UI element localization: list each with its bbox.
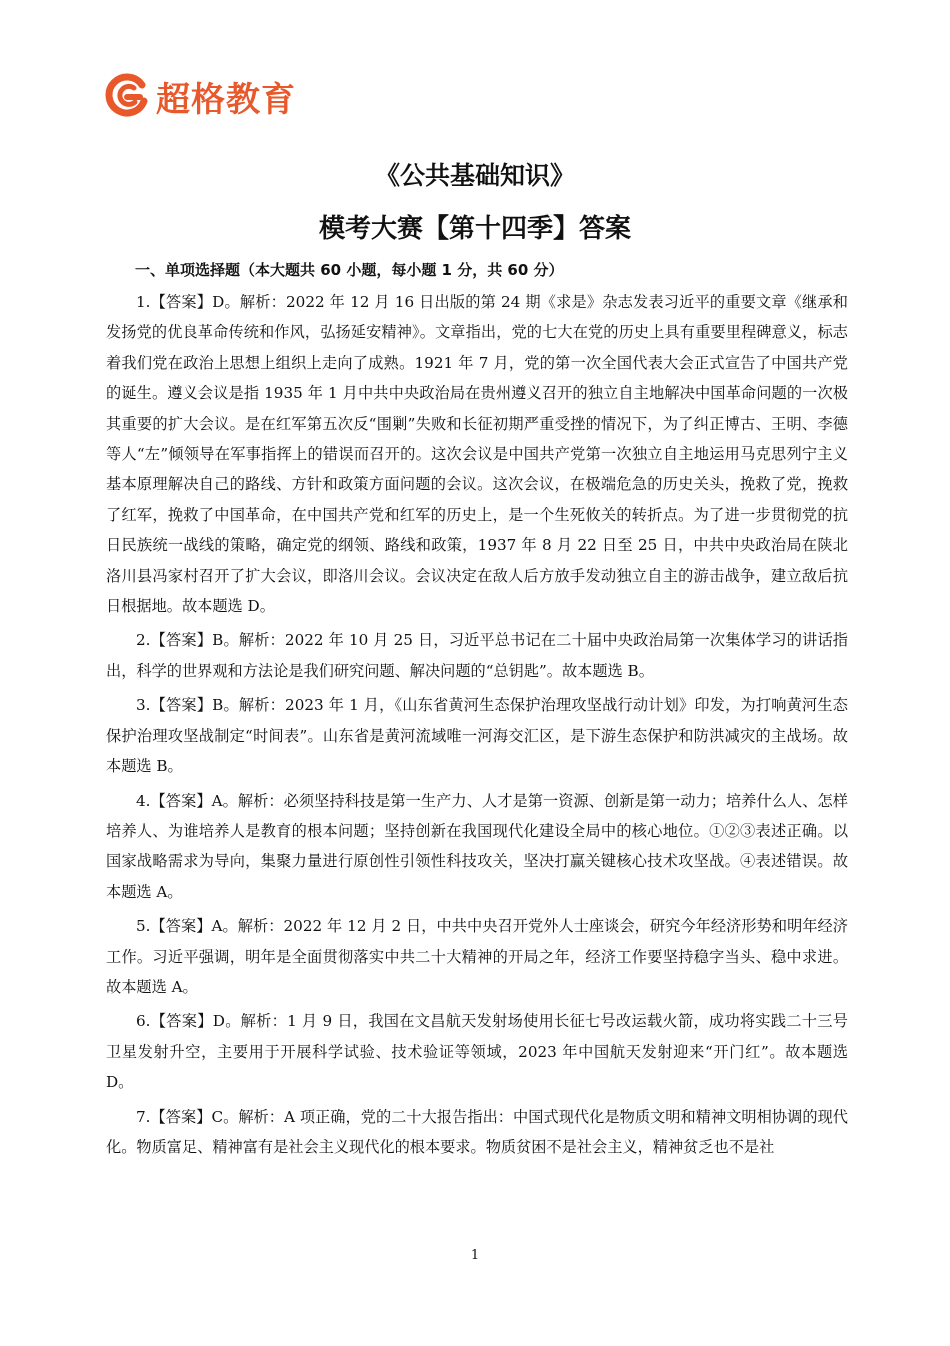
answer-item-3: 3.【答案】B。解析：2023 年 1 月，《山东省黄河生态保护治理攻坚战行动计划》印发，为打响黄河生态保护治理攻坚战制定“时间表”。山东省是黄河流域唯一河海交汇区，是下游生态保护和防洪减灾的主战场。故本题选 B。 (106, 696, 848, 776)
answer-item-2: 2.【答案】B。解析：2022 年 10 月 25 日，习近平总书记在二十届中央政治局第一次集体学习的讲话指出，科学的世界观和方法论是我们研究问题、解决问题的“总钥匙”。故本题选 B。 (106, 631, 848, 680)
brand-name: 超格教育 (156, 79, 296, 120)
brand-logo-icon (104, 73, 150, 119)
document-title: 《公共基础知识》 (374, 161, 575, 190)
brand-logo (104, 72, 296, 120)
answer-item-4: 4.【答案】A。解析：必须坚持科技是第一生产力、人才是第一资源、创新是第一动力；培养什么人、怎样培养人、为谁培养人是教育的根本问题；坚持创新在我国现代化建设全局中的核心地位。①②③表述正确。以国家战略需求为导向，集聚力量进行原创性引领性科技攻关，坚决打赢关键核心技术攻坚战。④表述错误。故本题选 A。 (106, 791, 848, 901)
answer-item-7: 7.【答案】C。解析：A 项正确，党的二十大报告指出：中国式现代化是物质文明和精神文明相协调的现代化。物质富足、精神富有是社会主义现代化的根本要求。物质贫困不是社会主义，精神贫乏也不是社 (106, 1107, 848, 1156)
page-number: 1 (470, 1248, 480, 1263)
answer-item-5: 5.【答案】A。解析：2022 年 12 月 2 日，中共中央召开党外人士座谈会，研究今年经济形势和明年经济工作。习近平强调，明年是全面贯彻落实中共二十大精神的开局之年，经济工作要坚持稳字当头、稳中求进。故本题选 A。 (106, 917, 848, 996)
answer-item-6: 6.【答案】D。解析：1 月 9 日，我国在文昌航天发射场使用长征七号改运载火箭，成功将实践二十三号卫星发射升空，主要用于开展科学试验、技术验证等领域，2023 年中国航天发射迎来“开门红”。故本题选 D。 (106, 1012, 848, 1092)
document-subtitle: 模考大赛【第十四季】答案 (318, 214, 631, 244)
section-heading: 一、单项选择题（本大题共 60 小题，每小题 1 分，共 60 分） (135, 261, 564, 279)
answer-list (106, 287, 848, 1162)
answer-item-1: 1.【答案】D。解析：2022 年 12 月 16 日出版的第 24 期《求是》杂志发表习近平的重要文章《继承和发扬党的优良革命传统和作风，弘扬延安精神》。文章指出，党的七大在党的历史上具有重要里程碑意义，标志着我们党在政治上思想上组织上走向了成熟。1921 年 7 月，党的第一次全国代表大会正式宣告了中国共产党的诞生。遵义会议是指 1935 年 1 月中共中央政治局在贵州遵义召开的独立自主地解决中国革命问题的一次极其重要的扩大会议。是在红军第五次反“围剿”失败和长征初期严重受挫的情况下，为了纠正博古、王明、李德等人“左”倾领导在军事指挥上的错误而召开的。这次会议是中国共产党第一次独立自主地运用马克思列宁主义基本原理解决自己的路线、方针和政策方面问题的会议。这次会议，在极端危急的历史关头，挽救了党，挽救了红军，挽救了中国革命，在中国共产党和红军的历史上，是一个生死攸关的转折点。为了进一步贯彻党的抗日民族统一战线的策略，确定党的纲领、路线和政策，1937 年 8 月 22 日至 25 日，中共中央政治局在陕北洛川县冯家村召开了扩大会议，即洛川会议。会议决定在敌人后方放手发动独立自主的游击战争，建立敌后抗日根据地。故本题选 D。 (106, 293, 848, 616)
